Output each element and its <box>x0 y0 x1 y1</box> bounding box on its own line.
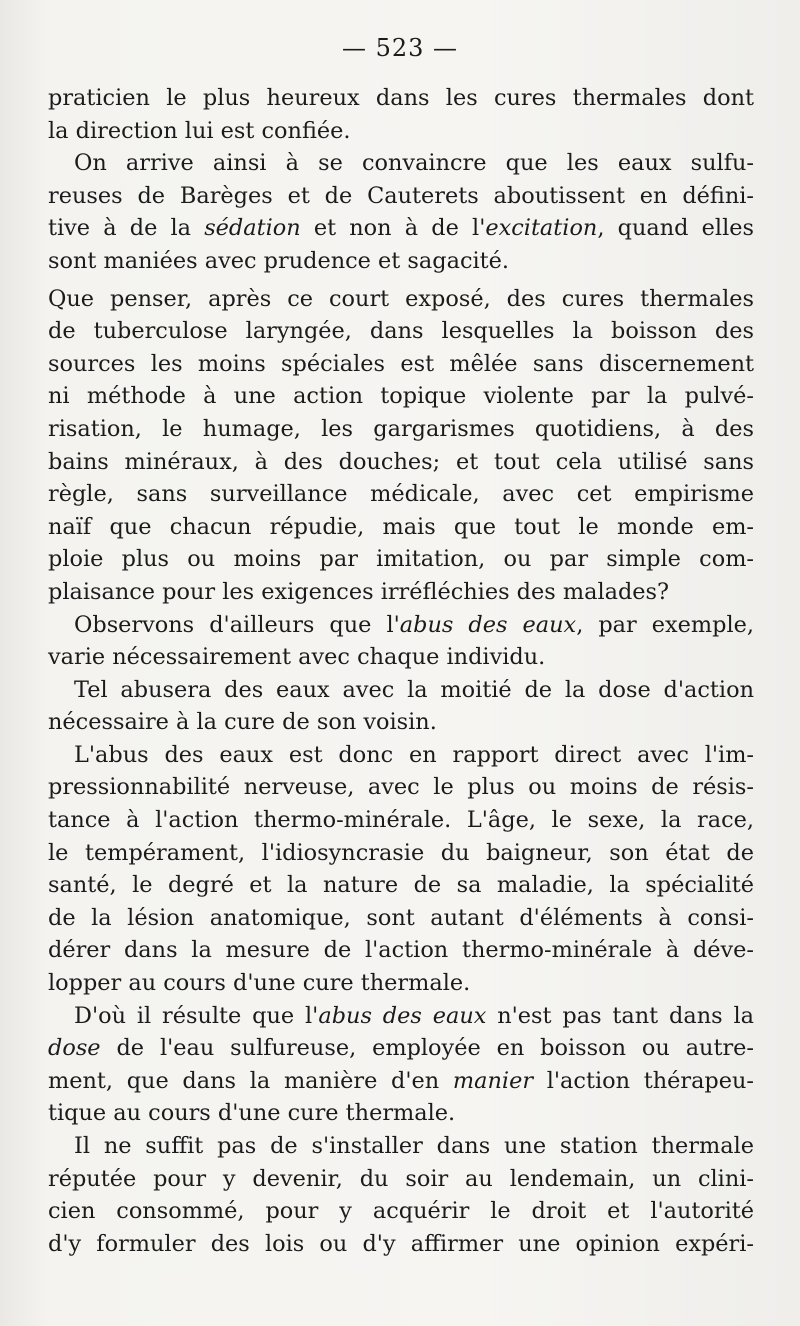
text-segment: ni méthode à une action topique violente par la pulvé- <box>48 383 754 410</box>
text-line <box>48 446 754 479</box>
text-line <box>48 1163 754 1196</box>
text-line <box>48 212 754 245</box>
text-line <box>48 478 754 511</box>
text-line <box>48 147 754 180</box>
text-segment: D'où il résulte que l' <box>74 1002 319 1029</box>
text-segment: règle, sans surveillance médicale, avec cet empirisme <box>48 481 754 508</box>
text-line <box>48 413 754 446</box>
text-line <box>48 739 754 772</box>
text-line <box>48 115 754 148</box>
text-segment: plaisance pour les exigences irréfléchies des malades? <box>48 578 670 605</box>
text-segment: praticien le plus heureux dans les cures thermales dont <box>48 85 754 111</box>
text-line <box>48 576 754 609</box>
text-line <box>48 641 754 674</box>
text-segment: de tuberculose laryngée, dans lesquelles la boisson des <box>48 318 754 345</box>
text-segment: n'est pas tant dans la <box>486 1002 754 1029</box>
page-number: — 523 — <box>341 34 459 62</box>
text-line <box>48 315 754 348</box>
text-segment: risation, le humage, les gargarismes quotidiens, à des <box>48 415 754 442</box>
text-segment: tive à de la <box>48 215 205 242</box>
text-segment: la direction lui est confiée. <box>48 117 351 144</box>
text-segment: de la lésion anatomique, sont autant d'éléments à consi- <box>48 904 754 931</box>
text-segment: réputée pour y devenir, du soir au lendemain, un clini- <box>48 1165 754 1192</box>
text-segment: sont maniées avec prudence et sagacité. <box>48 247 510 274</box>
text-segment: bains minéraux, à des douches; et tout cela utilisé sans <box>48 448 754 475</box>
body-text <box>48 82 754 1260</box>
text-segment: L'abus des eaux est donc en rapport direct avec l'im- <box>74 741 754 768</box>
text-segment: et non à de l' <box>300 215 486 242</box>
text-segment: cien consommé, pour y acquérir le droit et l'autorité <box>48 1198 754 1225</box>
text-line <box>48 609 754 642</box>
text-line <box>48 543 754 576</box>
italic-segment: manier <box>452 1067 534 1094</box>
text-line <box>48 283 754 316</box>
text-line <box>48 1228 754 1261</box>
text-line <box>48 902 754 935</box>
text-line <box>48 1195 754 1228</box>
text-line <box>48 706 754 739</box>
text-segment: naïf que chacun répudie, mais que tout le monde em- <box>48 513 754 540</box>
text-segment: de l'eau sulfureuse, employée en boisson ou autre- <box>100 1035 754 1062</box>
text-segment: nécessaire à la cure de son voisin. <box>48 709 437 736</box>
text-line <box>48 1065 754 1098</box>
italic-segment: sédation <box>204 215 301 242</box>
text-line <box>48 180 754 213</box>
text-line <box>48 869 754 902</box>
text-line <box>48 771 754 804</box>
text-segment: d'y formuler des lois ou d'y affirmer une opinion expéri- <box>48 1230 754 1257</box>
text-line <box>48 1032 754 1065</box>
text-segment: Il ne suffit pas de s'installer dans une station thermale <box>74 1133 754 1159</box>
italic-segment: dose <box>48 1035 101 1062</box>
text-segment: ment, que dans la manière d'en <box>48 1067 453 1094</box>
text-segment: le tempérament, l'idiosyncrasie du baigneur, son état de <box>48 839 754 866</box>
text-segment: tance à l'action thermo-minérale. L'âge, le sexe, la race, <box>48 807 754 834</box>
text-segment: sources les moins spéciales est mêlée sans discernement <box>48 350 754 377</box>
italic-segment: abus des eaux <box>318 1002 487 1029</box>
text-segment: , quand elles <box>597 215 754 242</box>
text-line <box>48 674 754 707</box>
text-line <box>48 1097 754 1130</box>
text-line <box>48 967 754 1000</box>
text-line <box>48 245 754 278</box>
text-segment: tique au cours d'une cure thermale. <box>48 1100 456 1127</box>
text-segment: ploie plus ou moins par imitation, ou par simple com- <box>48 546 754 573</box>
text-line <box>48 348 754 381</box>
text-line <box>48 1130 754 1163</box>
text-line <box>48 1000 754 1033</box>
text-line <box>48 934 754 967</box>
text-segment: reuses de Barèges et de Cauterets aboutissent en défini- <box>48 182 754 209</box>
italic-segment: abus des eaux <box>399 611 577 638</box>
text-segment: lopper au cours d'une cure thermale. <box>48 970 471 997</box>
text-line <box>48 837 754 870</box>
text-segment: Tel abusera des eaux avec la moitié de la dose d'action <box>74 676 754 703</box>
italic-segment: excitation <box>485 215 598 242</box>
text-line <box>48 804 754 837</box>
text-line <box>48 380 754 413</box>
text-segment: , par exemple, <box>576 611 754 638</box>
text-segment: Observons d'ailleurs que l' <box>74 611 400 638</box>
text-segment: Que penser, après ce court exposé, des cures thermales <box>48 285 754 312</box>
text-segment: santé, le degré et la nature de sa maladie, la spécialité <box>48 872 754 899</box>
text-segment: pressionnabilité nerveuse, avec le plus ou moins de résis- <box>48 774 754 801</box>
text-segment: dérer dans la mesure de l'action thermo-minérale à déve- <box>48 937 754 964</box>
text-segment: On arrive ainsi à se convaincre que les eaux sulfu- <box>74 150 754 177</box>
text-segment: varie nécessairement avec chaque individu. <box>48 644 546 671</box>
text-segment: l'action thérapeu- <box>533 1067 755 1094</box>
text-line <box>48 82 754 115</box>
text-line <box>48 511 754 544</box>
